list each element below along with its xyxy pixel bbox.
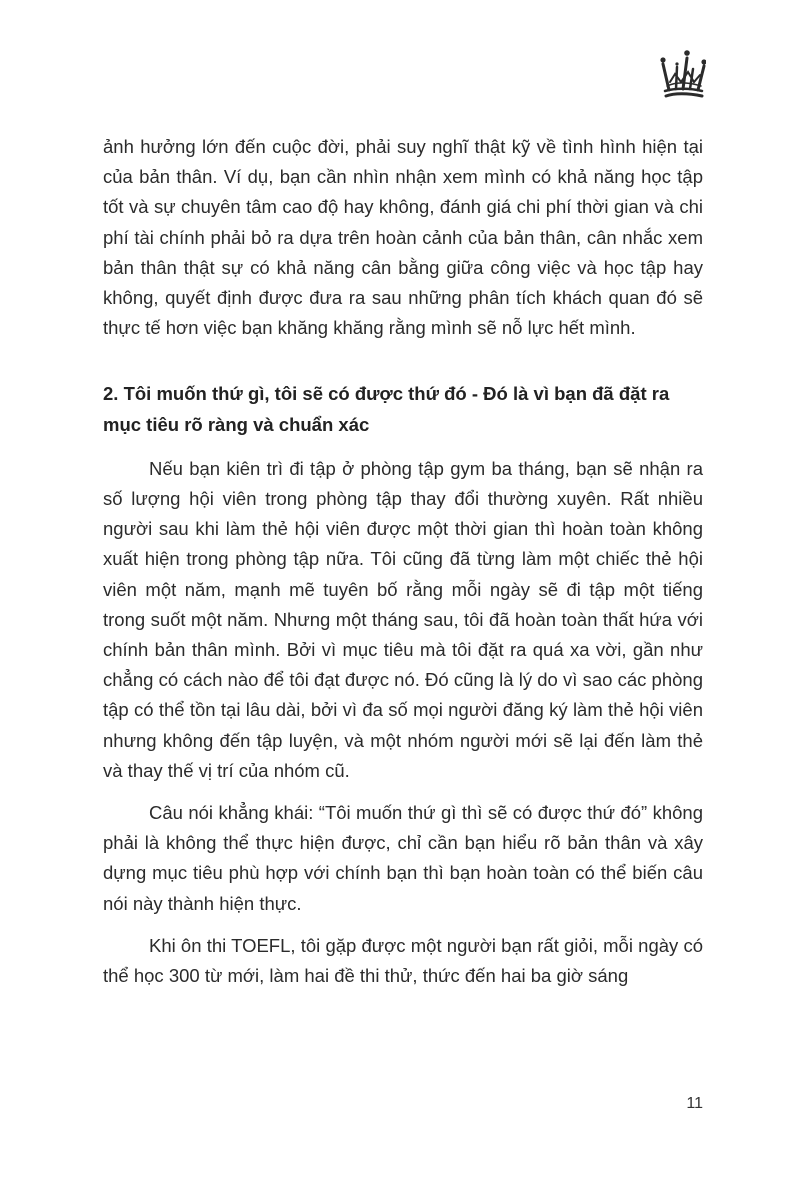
page-body <box>103 132 703 991</box>
paragraph-gym: Nếu bạn kiên trì đi tập ở phòng tập gym ba tháng, bạn sẽ nhận ra số lượng hội viên trong phòng tập thay đổi thường xuyên. Rất nhiều người sau khi làm thẻ hội viên được một thời gian thì hoàn toàn không xuất hiện trong phòng tập nữa. Tôi cũng đã từng làm một chiếc thẻ hội viên một năm, mạnh mẽ tuyên bố rằng mỗi ngày sẽ đi tập một tiếng trong suốt một năm. Nhưng một tháng sau, tôi đã hoàn toàn thất hứa với chính bản thân mình. Bởi vì mục tiêu mà tôi đặt ra quá xa vời, gần như chẳng có cách nào để tôi đạt được nó. Đó cũng là lý do vì sao các phòng tập có thể tồn tại lâu dài, bởi vì đa số mọi người đăng ký làm thẻ hội viên nhưng không đến tập luyện, và một nhóm người mới sẽ lại đến làm thẻ và thay thế vị trí của nhóm cũ. <box>103 457 703 781</box>
paragraph-continued: ảnh hưởng lớn đến cuộc đời, phải suy nghĩ thật kỹ về tình hình hiện tại của bản thân. Ví dụ, bạn cần nhìn nhận xem mình có khả năng học tập tốt và sự chuyên tâm cao độ hay không, đánh giá chi phí thời gian và chi phí tài chính phải bỏ ra dựa trên hoàn cảnh của bản thân, cân nhắc xem bản thân thật sự có khả năng cân bằng giữa công việc và học tập hay không, quyết định được đưa ra sau những phân tích khách quan đó sẽ thực tế hơn việc bạn khăng khăng rằng mình sẽ nỗ lực hết mình. <box>103 136 703 339</box>
page-number: 11 <box>686 1095 703 1112</box>
paragraph-quote: Câu nói khẳng khái: “Tôi muốn thứ gì thì sẽ có được thứ đó” không phải là không thể thực hiện được, chỉ cần bạn hiểu rõ bản thân và xây dựng mục tiêu phù hợp với chính bạn thì bạn hoàn toàn có thể biến câu nói này thành hiện thực. <box>103 802 703 914</box>
crown-sketch-icon <box>660 44 706 100</box>
paragraph-toefl: Khi ôn thi TOEFL, tôi gặp được một người bạn rất giỏi, mỗi ngày có thể học 300 từ mới, làm hai đề thi thử, thức đến hai ba giờ sáng <box>103 934 703 987</box>
section-heading: 2. Tôi muốn thứ gì, tôi sẽ có được thứ đó - Đó là vì bạn đã đặt ra mục tiêu rõ ràng và chuẩn xác <box>103 383 670 435</box>
